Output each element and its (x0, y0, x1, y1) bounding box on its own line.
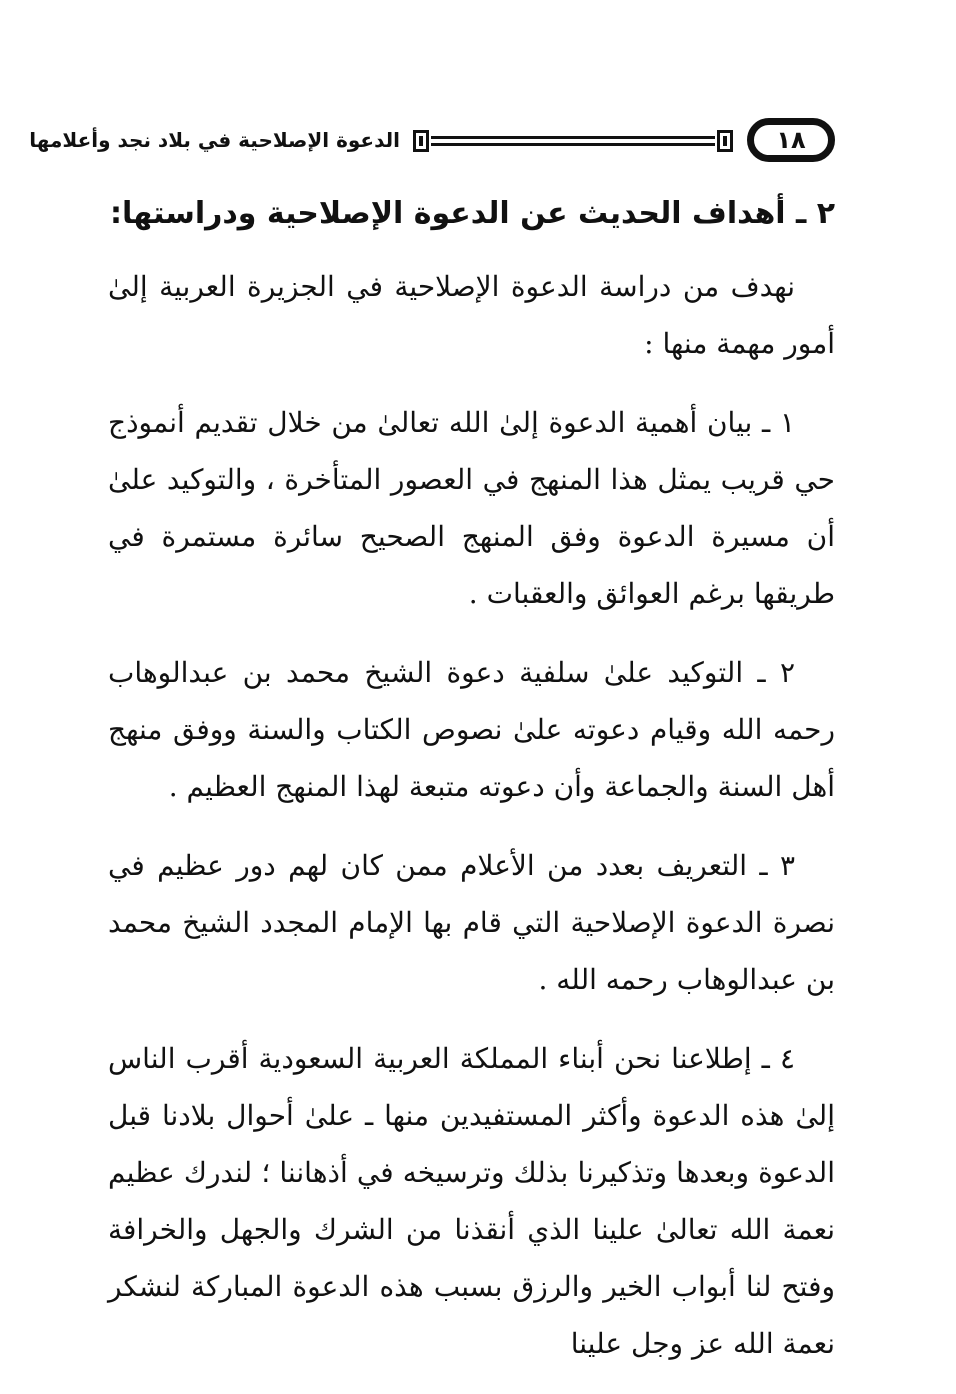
page-body (108, 188, 835, 1394)
rule-end-cap-left (413, 130, 429, 152)
rule-end-cap-right (717, 130, 733, 152)
rule-line-bottom (431, 143, 715, 146)
goal-paragraph-4: ٤ ـ إطلاعنا نحن أبناء المملكة العربية السعودية أقرب الناس إلىٰ هذه الدعوة وأكثر المستفيدين منها ـ علىٰ أحوال بلادنا قبل الدعوة وبعدها وتذكيرنا بذلك وترسيخه في أذهاننا ؛ لندرك عظيم نعمة الله تعالىٰ علينا الذي أنقذنا من الشرك والجهل والخرافة وفتح لنا أبواب الخير والرزق بسبب هذه الدعوة المباركة لنشكر نعمة الله عز وجل علينا (108, 1042, 835, 1360)
section-heading: ٢ ـ أهداف الحديث عن الدعوة الإصلاحية ودراستها: (110, 196, 835, 231)
page-number-badge (747, 118, 835, 162)
goal-paragraph-3: ٣ ـ التعريف بعدد من الأعلام ممن كان لهم دور عظيم في نصرة الدعوة الإصلاحية التي قام بها الإمام المجدد الشيخ محمد بن عبدالوهاب رحمه الله . (108, 849, 835, 996)
page-number: ١٨ (776, 126, 806, 154)
rule-line-top (431, 136, 715, 139)
intro-paragraph: نهدف من دراسة الدعوة الإصلاحية في الجزيرة العربية إلىٰ أمور مهمة منها : (108, 270, 835, 360)
goal-paragraph-1: ١ ـ بيان أهمية الدعوة إلىٰ الله تعالىٰ من خلال تقديم أنموذج حي قريب يمثل هذا المنهج في العصور المتأخرة ، والتوكيد علىٰ أن مسيرة الدعوة وفق المنهج الصحيح سائرة مستمرة في طريقها برغم العوائق والعقبات . (108, 406, 835, 610)
running-header (29, 118, 835, 162)
running-title: الدعوة الإصلاحية في بلاد نجد وأعلامها (29, 128, 400, 152)
header-ornament-rule (413, 130, 733, 152)
goal-paragraph-2: ٢ ـ التوكيد علىٰ سلفية دعوة الشيخ محمد بن عبدالوهاب رحمه الله وقيام دعوته علىٰ نصوص الكتاب والسنة ووفق منهج أهل السنة والجماعة وأن دعوته متبعة لهذا المنهج العظيم . (108, 656, 835, 803)
